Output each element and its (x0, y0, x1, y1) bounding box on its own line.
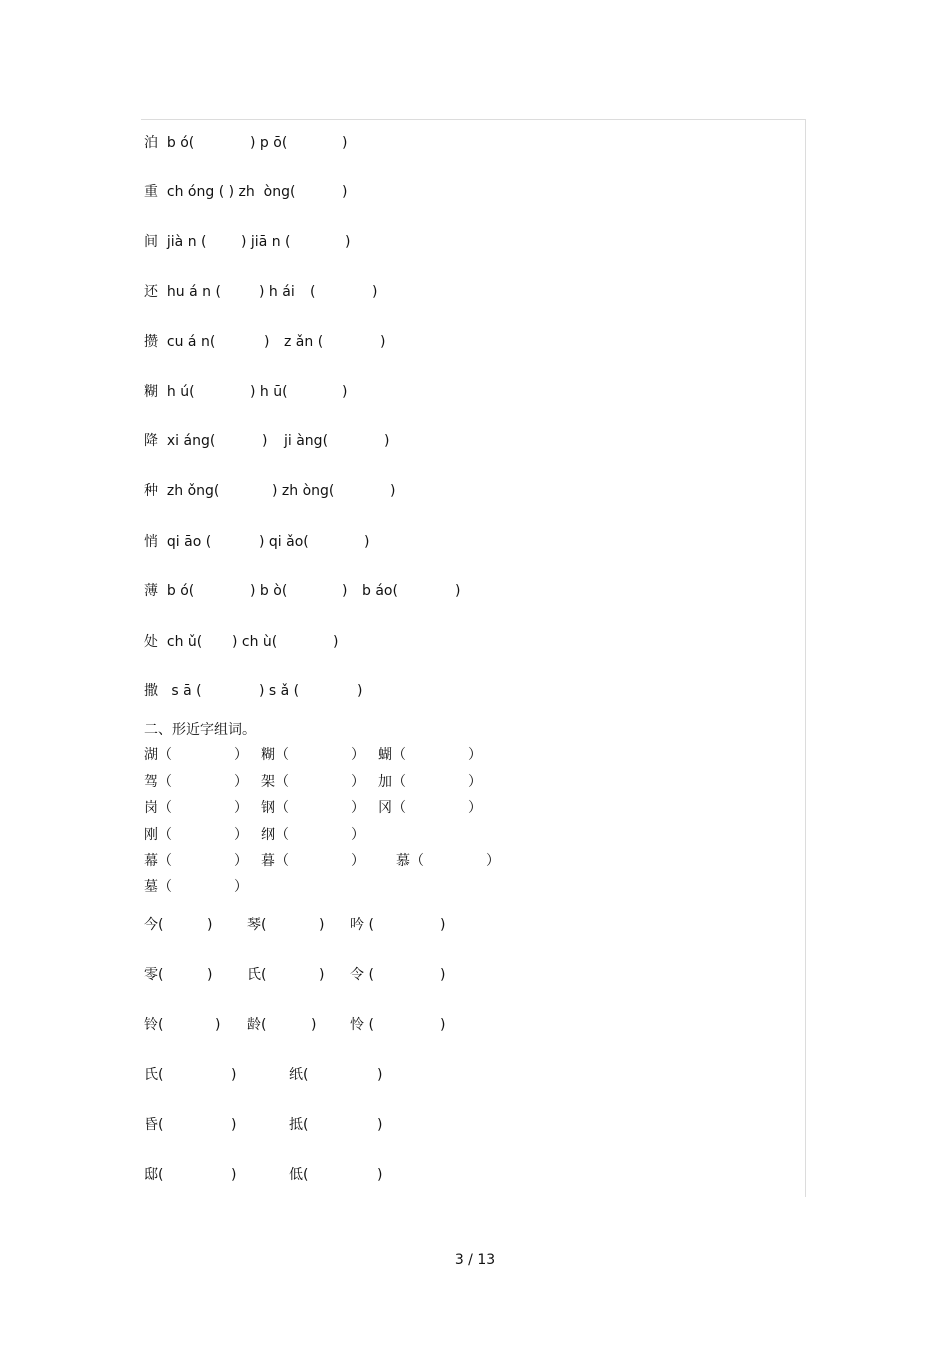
char-segment: 纲（ (261, 827, 289, 843)
pinyin-segment: ) (345, 234, 351, 250)
char-segment: 暮（ (261, 853, 289, 869)
char-segment: ） (468, 747, 482, 763)
pinyin-segment: ) (262, 433, 268, 449)
pinyin-segment: 重 ch óng ( ) zh òng( (144, 184, 296, 200)
pinyin-segment: ) (455, 583, 461, 599)
char-segment: ） (468, 800, 482, 816)
char-segment: 冈（ (378, 800, 406, 816)
group-segment: ) (207, 967, 213, 983)
group-line (144, 1166, 383, 1256)
char-segment: ） (234, 800, 248, 816)
pinyin-segment: b áo( (362, 583, 398, 599)
page-number: 3 / 13 (454, 1252, 496, 1268)
char-segment: 糊（ (261, 747, 289, 763)
group-segment: ) (231, 1167, 237, 1183)
char-segment: 岗（ (144, 800, 172, 816)
group-segment: ) (377, 1067, 383, 1083)
group-segment: ) (215, 1017, 221, 1033)
pinyin-segment: 薄 b ó( (144, 583, 195, 599)
group-segment: ) (377, 1167, 383, 1183)
pinyin-segment: ) (342, 583, 348, 599)
char-segment: ） (468, 774, 482, 790)
pinyin-segment: 间 jià n ( (144, 234, 207, 250)
char-segment: 架（ (261, 774, 289, 790)
char-segment: ） (351, 800, 365, 816)
group-segment: 龄( (247, 1017, 267, 1033)
group-segment: 纸( (289, 1067, 309, 1083)
pinyin-segment: 降 xi áng( (144, 433, 216, 449)
group-segment: 邸( (144, 1167, 164, 1183)
group-segment: 低( (289, 1167, 309, 1183)
pinyin-segment: ) (264, 334, 270, 350)
pinyin-segment: ) (390, 483, 396, 499)
pinyin-segment: ) ch ù( (232, 634, 278, 650)
group-segment: ) (377, 1117, 383, 1133)
char-segment: 湖（ (144, 747, 172, 763)
char-segment: ） (234, 853, 248, 869)
char-segment: 蝴（ (378, 747, 406, 763)
group-segment: ) (319, 917, 325, 933)
pinyin-segment: 悄 qi āo ( (144, 534, 212, 550)
char-segment: 加（ (378, 774, 406, 790)
group-segment: 令 ( (350, 967, 374, 983)
pinyin-segment: ) (364, 534, 370, 550)
pinyin-segment: ) jiā n ( (241, 234, 291, 250)
group-segment: ) (319, 967, 325, 983)
group-segment: ) (440, 967, 446, 983)
pinyin-segment: ) qi ǎo( (259, 534, 309, 550)
pinyin-segment: ji àng( (284, 433, 329, 449)
pinyin-segment: ) (380, 334, 386, 350)
pinyin-segment: 还 hu á n ( (144, 284, 221, 300)
char-segment: 慕（ (396, 853, 424, 869)
pinyin-segment: ) h ái (259, 284, 295, 300)
char-segment: ） (351, 853, 365, 869)
pinyin-segment: ) zh òng( (272, 483, 335, 499)
pinyin-segment: ) (342, 135, 348, 151)
group-segment: ) (231, 1067, 237, 1083)
pinyin-segment: 种 zh ǒng( (144, 483, 220, 499)
char-segment: 驾（ (144, 774, 172, 790)
group-segment: 抵( (289, 1117, 309, 1133)
group-segment: 氏( (144, 1067, 164, 1083)
pinyin-segment: 处 ch ǔ( (144, 634, 203, 650)
pinyin-segment: ( (310, 284, 316, 300)
group-segment: ) (440, 1017, 446, 1033)
group-segment: 琴( (247, 917, 267, 933)
pinyin-segment: 撒 s ā ( (144, 683, 202, 699)
group-segment: 怜 ( (350, 1017, 374, 1033)
pinyin-segment: ) p ō( (250, 135, 288, 151)
pinyin-segment: ) h ū( (250, 384, 288, 400)
pinyin-segment: 糊 h ú( (144, 384, 195, 400)
pinyin-segment: ) (333, 634, 339, 650)
char-segment: 刚（ (144, 827, 172, 843)
pinyin-segment: ) (384, 433, 390, 449)
char-segment: ） (351, 747, 365, 763)
section-heading: 二、形近字组词。 (144, 722, 256, 738)
pinyin-segment: ) (357, 683, 363, 699)
char-segment: ） (351, 774, 365, 790)
char-segment: ） (351, 827, 365, 843)
char-segment: ） (234, 747, 248, 763)
group-segment: 今( (144, 917, 164, 933)
char-segment: 钢（ (261, 800, 289, 816)
char-segment: ） (486, 853, 500, 869)
group-segment: 昏( (144, 1117, 164, 1133)
pinyin-segment: z ǎn ( (284, 334, 324, 350)
group-segment: ) (311, 1017, 317, 1033)
pinyin-segment: ) (342, 384, 348, 400)
group-segment: 零( (144, 967, 164, 983)
page-frame (141, 119, 806, 1197)
pinyin-segment: ) s ǎ ( (259, 683, 300, 699)
group-segment: 铃( (144, 1017, 164, 1033)
pinyin-segment: ) b ò( (250, 583, 288, 599)
group-segment: 氏( (247, 967, 267, 983)
char-segment: ） (234, 774, 248, 790)
char-segment: ） (234, 879, 248, 895)
char-segment: 墓（ (144, 879, 172, 895)
char-segment: ） (234, 827, 248, 843)
pinyin-segment: ) (342, 184, 348, 200)
pinyin-segment: 攒 cu á n( (144, 334, 216, 350)
group-segment: ) (207, 917, 213, 933)
char-segment: 幕（ (144, 853, 172, 869)
polyphone-line (144, 183, 348, 237)
group-segment: 吟 ( (350, 917, 374, 933)
group-segment: ) (231, 1117, 237, 1133)
pinyin-segment: ) (372, 284, 378, 300)
pinyin-segment: 泊 b ó( (144, 135, 195, 151)
group-segment: ) (440, 917, 446, 933)
